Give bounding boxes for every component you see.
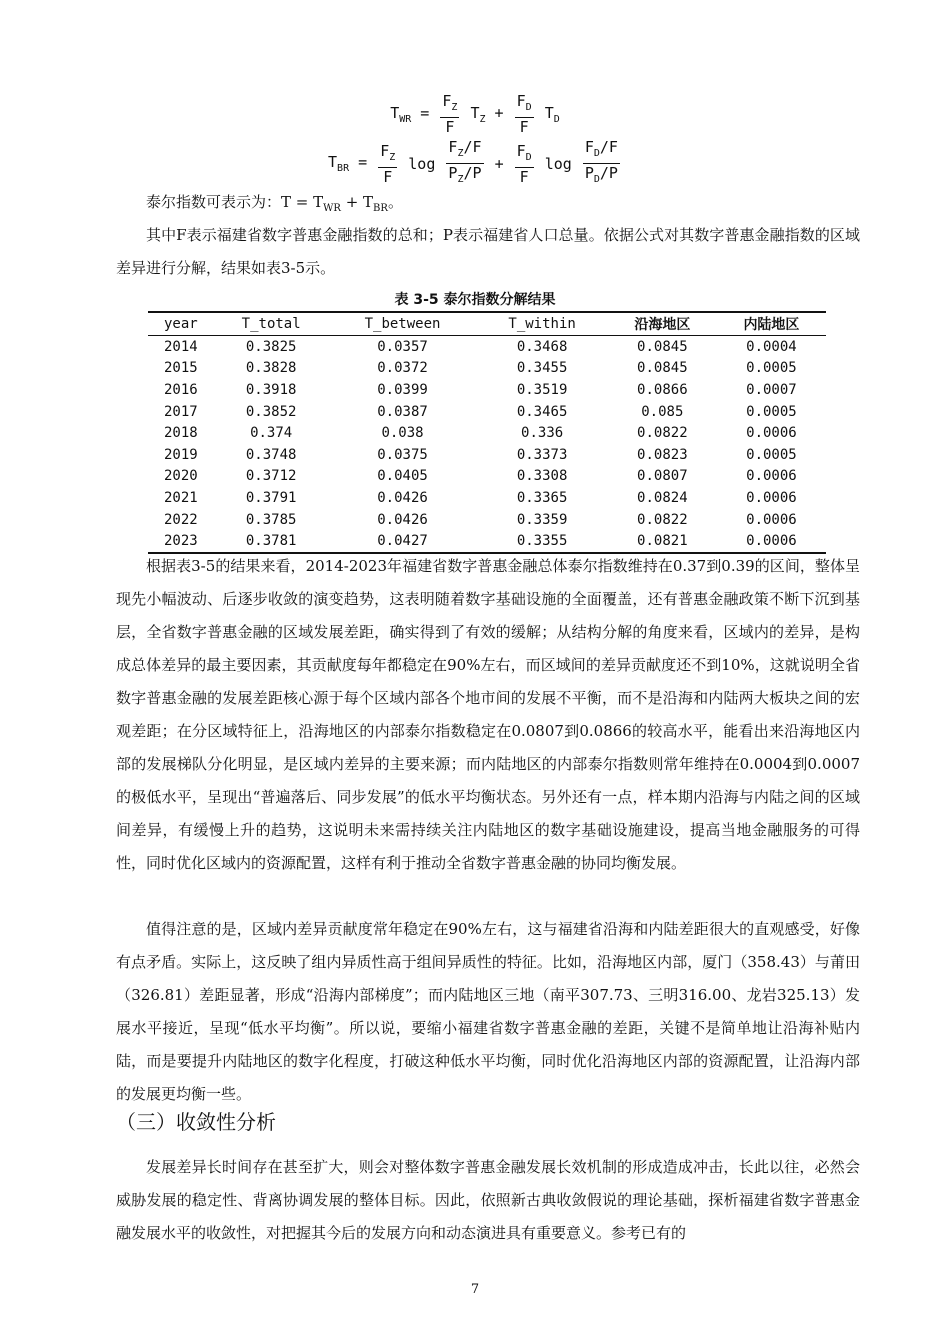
formula-tbr: $T_{BR}$ = $\frac{F_Z}{F}$ log $\frac{F_Z/F}{P_Z/P}$ + $\frac{F_D}{F}$ log $\frac{F_D/F}{P_D/P}$ bbox=[328, 138, 618, 186]
header-year: year bbox=[148, 312, 214, 336]
table-cell: 0.0006 bbox=[746, 425, 797, 442]
table-cell: 2021 bbox=[163, 489, 198, 506]
table-cell: 0.0807 bbox=[637, 468, 688, 485]
table-cell: 0.3455 bbox=[516, 360, 568, 377]
table-cell: 0.0004 bbox=[746, 338, 797, 355]
table-cell: 2019 bbox=[163, 446, 198, 463]
table-row bbox=[148, 379, 826, 401]
table-row bbox=[148, 509, 826, 531]
header-inland: 内陆地区 bbox=[717, 312, 826, 336]
table-cell: 0.0005 bbox=[746, 360, 797, 377]
table-cell: 0.3468 bbox=[516, 338, 568, 355]
table-cell: 0.0405 bbox=[377, 468, 428, 485]
table-cell: 0.0845 bbox=[637, 338, 688, 355]
table-cell: 0.0426 bbox=[377, 489, 428, 506]
header-coastal: 沿海地区 bbox=[608, 312, 717, 336]
table-cell: 2015 bbox=[163, 360, 198, 377]
table-cell: 0.0399 bbox=[377, 381, 428, 398]
table-cell: 2022 bbox=[163, 511, 198, 528]
table-cell: 0.3365 bbox=[516, 489, 568, 506]
definitions-paragraph: 其中F表示福建省数字普惠金融指数的总和；P表示福建省人口总量。依据公式对其数字普惠金融指数的区域差异进行分解，结果如表3-5示。 bbox=[116, 226, 860, 277]
table-cell: 0.3825 bbox=[245, 338, 297, 355]
table-cell: 0.336 bbox=[521, 425, 564, 442]
table-cell: 0.0821 bbox=[637, 533, 688, 550]
table-cell: 2023 bbox=[163, 533, 198, 550]
table-cell: 0.0372 bbox=[377, 360, 428, 377]
table-cell: 0.0006 bbox=[746, 533, 797, 550]
table-cell: 0.3712 bbox=[245, 468, 297, 485]
convergence-paragraph: 发展差异长时间存在甚至扩大，则会对整体数字普惠金融发展长效机制的形成造成冲击，长此以往，必然会威胁发展的稳定性、背离协调发展的整体目标。因此，依照新古典收敛假说的理论基础，探析福建省数字普惠金融发展水平的收敛性，对把握其今后的发展方向和动态演进具有重要意义。参考已有的 bbox=[116, 1158, 860, 1242]
table-cell: 0.3359 bbox=[516, 511, 568, 528]
table-row bbox=[148, 487, 826, 509]
table-cell: 0.0375 bbox=[377, 446, 428, 463]
table-cell: 2017 bbox=[163, 403, 198, 420]
table-cell: 0.0005 bbox=[746, 403, 797, 420]
table-cell: 2020 bbox=[163, 468, 198, 485]
analysis-paragraph: 根据表3-5的结果来看，2014-2023年福建省数字普惠金融总体泰尔指数维持在0.37到0.39的区间，整体呈现先小幅波动、后逐步收敛的演变趋势，这表明随着数字基础设施的全面覆盖，还有普惠金融政策不断下沉到基层，全省数字普惠金融的区域发展差距，确实得到了有效的缓解；从结构分解的角度来看，区域内的差异，是构成总体差异的最主要因素，其贡献度每年都稳定在90%左右，而区域间的差异贡献度还不到10%，这就说明全省数字普惠金融的发展差距核心源于每个区域内部各个地市间的发展不平衡，而不是沿海和内陆两大板块之间的宏观差距；在分区域特征上，沿海地区的内部泰尔指数稳定在0.0807到0.0866的较高水平，能看出来沿海地区内部的发展梯队分化明显，是区域内差异的主要来源；而内陆地区的内部泰尔指数则常年维持在0.0004到0.0007的极低水平，呈现出“普遍落后、同步发展”的低水平均衡状态。另外还有一点，样本期内沿海与内陆之间的区域间差异，有缓慢上升的趋势，这说明未来需持续关注内陆地区的数字基础设施建设，提高当地金融服务的可得性，同时优化区域内的资源配置，这样有利于推动全省数字普惠金融的协同均衡发展。 bbox=[116, 557, 860, 872]
table-cell: 0.3519 bbox=[516, 381, 568, 398]
table-cell: 0.0006 bbox=[746, 489, 797, 506]
table-cell: 0.0006 bbox=[746, 468, 797, 485]
table-cell: 2016 bbox=[163, 381, 198, 398]
table-cell: 0.3785 bbox=[245, 511, 297, 528]
table-cell: 0.0387 bbox=[377, 403, 428, 420]
table-cell: 0.0427 bbox=[377, 533, 428, 550]
table-cell: 0.0823 bbox=[637, 446, 688, 463]
table-cell: 0.3748 bbox=[245, 446, 297, 463]
formula-twr: $T_{WR}$ = $\frac{F_Z}{F}$ $T_Z$ + $\frac{F_D}{F}$ $T_D$ bbox=[390, 92, 560, 136]
table-cell: 0.3781 bbox=[245, 533, 297, 550]
page-number: 7 bbox=[470, 1282, 480, 1297]
table-row bbox=[148, 422, 826, 444]
table-row bbox=[148, 466, 826, 488]
table-cell: 0.0845 bbox=[637, 360, 688, 377]
header-t-total: T_total bbox=[214, 312, 329, 336]
table-cell: 0.0866 bbox=[637, 381, 688, 398]
table-cell: 0.3791 bbox=[245, 489, 297, 506]
table-cell: 0.038 bbox=[381, 425, 424, 442]
table-cell: 0.0005 bbox=[746, 446, 797, 463]
table-cell: 0.3465 bbox=[516, 403, 568, 420]
notice-paragraph: 值得注意的是，区域内差异贡献度常年稳定在90%左右，这与福建省沿海和内陆差距很大的直观感受，好像有点矛盾。实际上，这反映了组内异质性高于组间异质性的特征。比如，沿海地区内部，厦门（358.43）与莆田（326.81）差距显著，形成“沿海内部梯度”；而内陆地区三地（南平307.73、三明316.00、龙岩325.13）发展水平接近，呈现“低水平均衡”。所以说，要缩小福建省数字普惠金融的差距，关键不是简单地让沿海补贴内陆，而是要提升内陆地区的数字化程度，打破这种低水平均衡，同时优化沿海地区内部的资源配置，让沿海内部的发展更均衡一些。 bbox=[116, 920, 860, 1103]
table-cell: 0.3918 bbox=[245, 381, 297, 398]
table-cell: 0.3355 bbox=[516, 533, 568, 550]
section-heading: （三）收敛性分析 bbox=[116, 1110, 276, 1134]
table-cell: 0.0006 bbox=[746, 511, 797, 528]
table-cell: 2014 bbox=[163, 338, 198, 355]
table-cell: 0.3308 bbox=[516, 468, 568, 485]
table-cell: 0.3373 bbox=[516, 446, 568, 463]
header-t-within: T_within bbox=[476, 312, 607, 336]
table-row bbox=[148, 336, 826, 358]
table-row bbox=[148, 401, 826, 423]
theil-decomposition-table bbox=[148, 311, 826, 554]
table-cell: 0.085 bbox=[641, 403, 684, 420]
table-cell: 0.0824 bbox=[637, 489, 688, 506]
table-cell: 0.374 bbox=[250, 425, 293, 442]
table-caption: 表 3-5 泰尔指数分解结果 bbox=[394, 292, 556, 308]
table-header-row bbox=[148, 312, 826, 336]
table-cell: 0.0007 bbox=[746, 381, 797, 398]
table-cell: 0.3828 bbox=[245, 360, 297, 377]
table-cell: 0.0426 bbox=[377, 511, 428, 528]
theil-sum-text: 泰尔指数可表示为：$T = T_{WR} + T_{BR}$。 bbox=[146, 193, 403, 214]
table-cell: 0.0357 bbox=[377, 338, 428, 355]
table-cell: 0.0822 bbox=[637, 425, 688, 442]
table-row bbox=[148, 358, 826, 380]
header-t-between: T_between bbox=[329, 312, 477, 336]
table-cell: 0.0822 bbox=[637, 511, 688, 528]
table-cell: 0.3852 bbox=[245, 403, 297, 420]
table-row bbox=[148, 444, 826, 466]
table-cell: 2018 bbox=[163, 425, 198, 442]
